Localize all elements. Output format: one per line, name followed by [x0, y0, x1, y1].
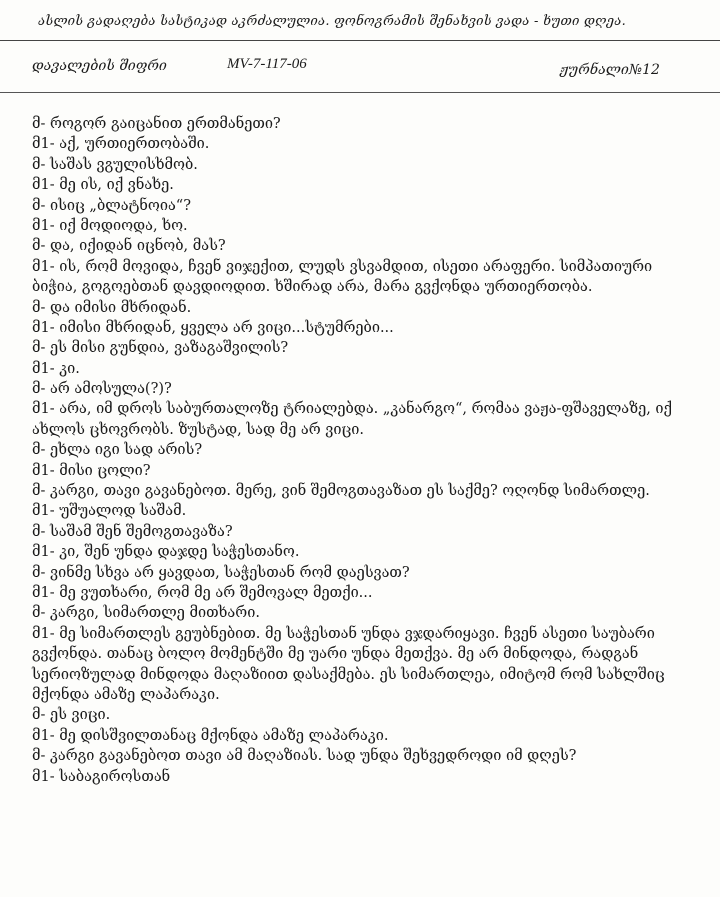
- transcript-line: მ1- მე ვუთხარი, რომ მე არ შემოვალ მეთქი...: [32, 584, 373, 601]
- transcript-line: სერიოზულად მინდოდა მაღაზიით დასაქმება. ეს სიმართლეა, იმიტომ რომ სახლშიც: [32, 666, 665, 683]
- transcript-line: მ- საშამ შენ შემოგთავაზა?: [32, 523, 233, 540]
- transcript-line: მქონდა ამაზე ლაპარაკი.: [32, 686, 220, 703]
- transcript-line: მ- ვინმე სხვა არ ყავდათ, საჭესთან რომ დაესვათ?: [32, 564, 410, 581]
- transcript-line: მ- ეს ვიცი.: [32, 707, 111, 724]
- transcript-line: მ1- უშუალოდ საშამ.: [32, 503, 187, 520]
- transcript-line: ახლოს ცხოვრობს. ზუსტად, სად მე არ ვიცი.: [32, 421, 365, 438]
- journal-number: ჟურნალი№12: [560, 62, 660, 78]
- transcript-line: მ1- მე ის, იქ ვნახე.: [32, 177, 174, 194]
- header-divider: [0, 92, 720, 93]
- transcript-line: მ- ეხლა იგი სად არის?: [32, 442, 203, 459]
- transcript-line: მ1- საბაგიროსთან: [32, 768, 171, 785]
- document-header: [0, 52, 720, 84]
- transcript-line: მ1- კი, შენ უნდა დაჯდე საჭესთანო.: [32, 544, 300, 561]
- transcript-line: მ- ისიც „ბლატნოია“?: [32, 197, 191, 214]
- transcript-line: მ1- ის, რომ მოვიდა, ჩვენ ვიჯექით, ლუდს ვსვამდით, ისეთი არაფერი. სიმპათიური: [32, 258, 653, 275]
- transcript-line: მ1- აქ, ურთიერთობაში.: [32, 136, 210, 153]
- transcript-line: მ- არ ამოსულა(?)?: [32, 381, 172, 398]
- confidentiality-banner: ასლის გადაღება სასტიკად აკრძალულია. ფონოგრამის შენახვის ვადა - ხუთი დღეა.: [38, 14, 626, 29]
- transcript-line: მ- და, იქიდან იცნობ, მას?: [32, 238, 226, 255]
- transcript-line: მ1- იმისი მხრიდან, ყველა არ ვიცი...სტუმრები...: [32, 319, 394, 336]
- transcript-line: გვქონდა. თანაც ბოლო მომენტში მე უარი უნდა მეთქვა. მე არ მინდოდა, რადგან: [32, 646, 639, 663]
- cipher-label: დავალების შიფრი: [32, 58, 167, 74]
- transcript-line: მ- კარგი, სიმართლე მითხარი.: [32, 605, 260, 622]
- transcript-line: მ- და იმისი მხრიდან.: [32, 299, 192, 316]
- transcript-line: ბიჭია, გოგოებთან დავდიოდით. ხშირად არა, მარა გვქონდა ურთიერთობა.: [32, 279, 593, 296]
- transcript-line: მ1- არა, იმ დროს საბურთალოზე ტრიალებდა. „კანარგო“, რომაა ვაჟა-ფშაველაზე, იქ: [32, 401, 673, 418]
- transcript-line: მ1- მე სიმართლეს გეუბნებით. მე საჭესთან უნდა ვჯდარიყავი. ჩვენ ასეთი საუბარი: [32, 625, 655, 642]
- transcript-line: მ1- იქ მოდიოდა, ხო.: [32, 217, 188, 234]
- transcript-line: მ- ეს მისი გუნდია, ვაზაგაშვილის?: [32, 340, 289, 357]
- top-divider: [0, 40, 720, 41]
- transcript-line: მ1- მისი ცოლი?: [32, 462, 151, 479]
- transcript-body: [32, 114, 712, 787]
- transcript-line: მ1- კი.: [32, 360, 80, 377]
- transcript-line: მ- საშას ვგულისხმობ.: [32, 156, 198, 173]
- transcript-line: მ- როგორ გაიცანით ერთმანეთი?: [32, 116, 281, 132]
- transcript-line: მ- კარგი გავანებოთ თავი ამ მაღაზიას. სად უნდა შეხვედროდი იმ დღეს?: [32, 748, 577, 765]
- transcript-line: მ- კარგი, თავი გავანებოთ. მერე, ვინ შემოგთავაზათ ეს საქმე? ოღონდ სიმართლე.: [32, 483, 650, 500]
- cipher-code: MV-7-117-06: [227, 56, 307, 72]
- transcript-line: მ1- მე დისშვილთანაც მქონდა ამაზე ლაპარაკი.: [32, 727, 389, 744]
